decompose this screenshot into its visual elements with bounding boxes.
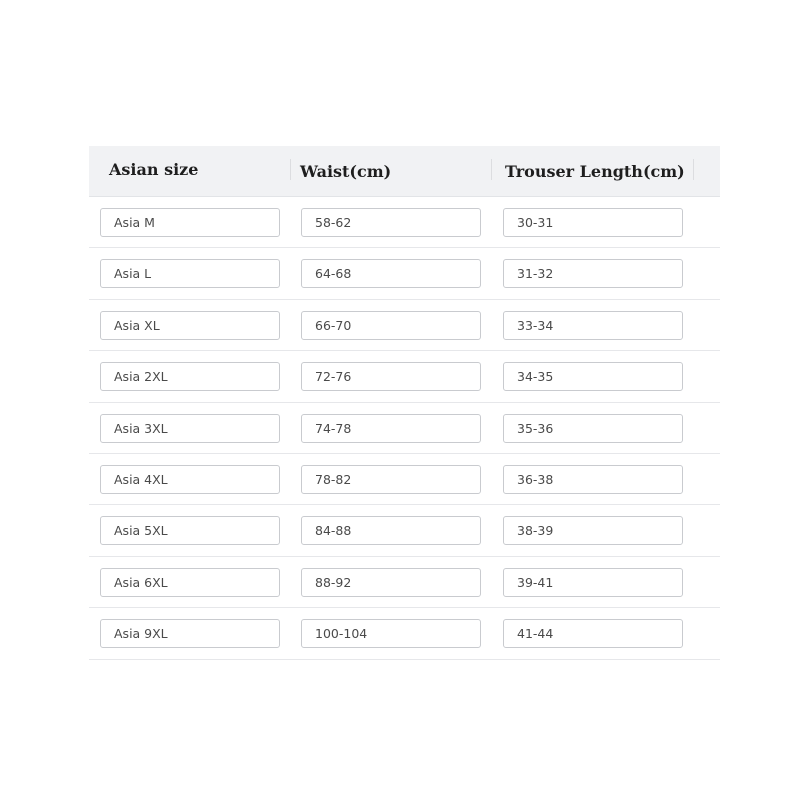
trouser-length-input[interactable] (503, 208, 683, 237)
table-row (89, 351, 720, 402)
size-input[interactable] (100, 465, 280, 494)
trouser-length-input[interactable] (503, 568, 683, 597)
size-chart-table (89, 146, 720, 660)
size-input[interactable] (100, 311, 280, 340)
column-divider (693, 159, 694, 180)
table-row (89, 403, 720, 454)
waist-input[interactable] (301, 362, 481, 391)
waist-input[interactable] (301, 414, 481, 443)
trouser-length-input[interactable] (503, 311, 683, 340)
size-input[interactable] (100, 516, 280, 545)
size-input[interactable] (100, 619, 280, 648)
column-header-trouser-length: Trouser Length(cm) (505, 161, 685, 181)
table-header (89, 146, 720, 197)
waist-input[interactable] (301, 259, 481, 288)
waist-input[interactable] (301, 311, 481, 340)
size-input[interactable] (100, 414, 280, 443)
size-input[interactable] (100, 568, 280, 597)
trouser-length-input[interactable] (503, 516, 683, 545)
waist-input[interactable] (301, 516, 481, 545)
trouser-length-input[interactable] (503, 619, 683, 648)
column-divider (491, 159, 492, 180)
table-row (89, 300, 720, 351)
size-input[interactable] (100, 362, 280, 391)
waist-input[interactable] (301, 619, 481, 648)
size-input[interactable] (100, 208, 280, 237)
column-header-asian-size: Asian size (109, 159, 199, 179)
trouser-length-input[interactable] (503, 259, 683, 288)
trouser-length-input[interactable] (503, 362, 683, 391)
waist-input[interactable] (301, 208, 481, 237)
trouser-length-input[interactable] (503, 465, 683, 494)
table-row (89, 608, 720, 659)
waist-input[interactable] (301, 568, 481, 597)
column-divider (290, 159, 291, 180)
table-row (89, 248, 720, 299)
trouser-length-input[interactable] (503, 414, 683, 443)
table-row (89, 454, 720, 505)
table-row (89, 557, 720, 608)
table-body (89, 197, 720, 660)
table-row (89, 505, 720, 556)
waist-input[interactable] (301, 465, 481, 494)
size-input[interactable] (100, 259, 280, 288)
column-header-waist: Waist(cm) (300, 161, 392, 181)
table-row (89, 197, 720, 248)
